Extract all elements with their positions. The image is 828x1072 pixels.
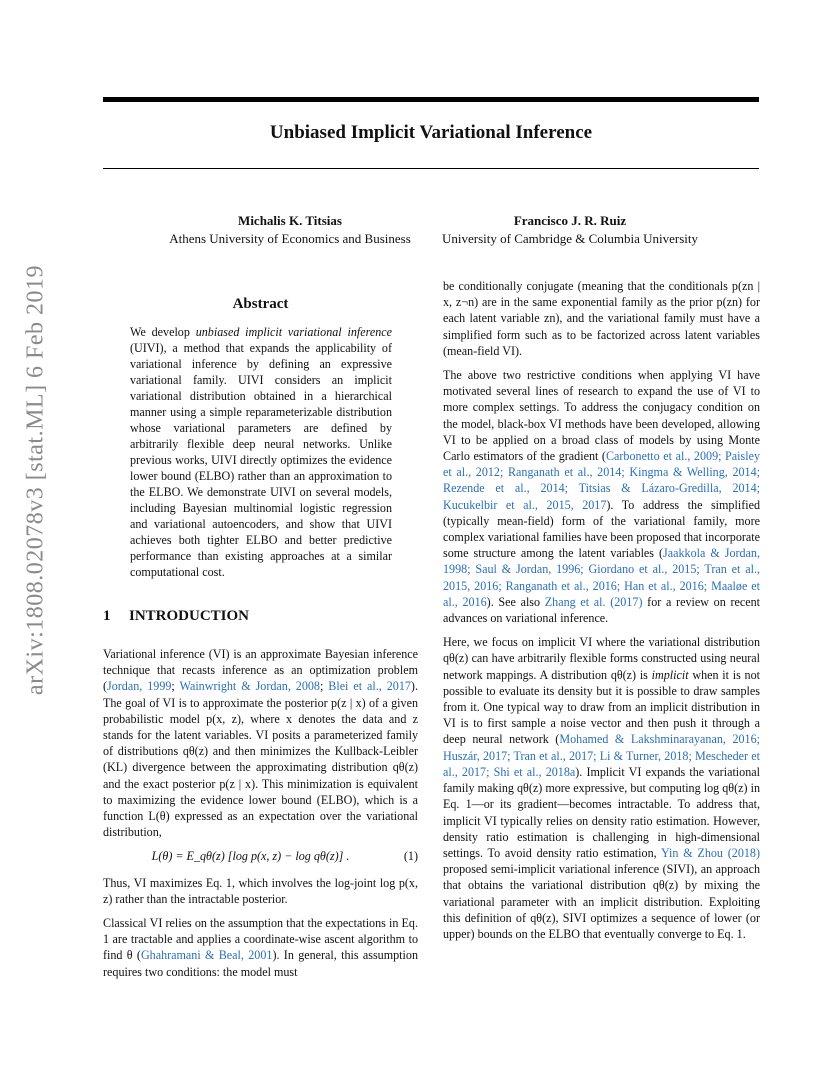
abstract-heading: Abstract — [232, 296, 289, 312]
right-paragraph-3: Here, we focus on implicit VI where the variational distribution qθ(z) can have arbitrarily flexible forms constructed using neural network mappings. A distribution qθ(z) is implicit when it is not possible to evaluate its density but it is possible to draw samples from it. One typical way to draw from an implicit distribution in VI is to first sample a noise vector and then push it through a deep neural network (Mohamed & Lakshminarayanan, 2016; Huszár, 2017; Tran et al., 2017; Li & Turner, 2018; Mescheder et al., 2017; Shi et al., 2018a). Implicit VI expands the variational family making qθ(z) more expressive, but computing log qθ(z) in Eq. 1—or its gradient—becomes intractable. To address that, implicit VI typically relies on density ratio estimation. However, density ratio estimation is challenging in high-dimensional settings. To avoid density ratio estimation, Yin & Zhou (2018) proposed semi-implicit variational inference (SIVI), an approach that obtains the variational distribution qθ(z) by mixing the variational parameter with an implicit distribution. Exploiting this definition of qθ(z), SIVI optimizes a sequence of lower (or upper) bounds on the ELBO that eventually converge to Eq. 1. — [443, 635, 760, 941]
title-rule-top — [103, 97, 759, 102]
author-block-2 — [440, 212, 700, 248]
author-affiliation: University of Cambridge & Columbia University — [442, 231, 698, 246]
right-paragraph-2: The above two restrictive conditions when applying VI have motivated several lines of research to expand the use of VI to more complex settings. To address the conjugacy condition on the model, black-box VI methods have been developed, allowing VI to be applied on a broad class of models by using Monte Carlo estimators of the gradient (Carbonetto et al., 2009; Paisley et al., 2012; Ranganath et al., 2014; Kingma & Welling, 2014; Rezende et al., 2014; Titsias & Lázaro-Gredilla, 2014; Kucukelbir et al., 2015, 2017). To address the simplified (typically mean-field) form of the variational family, more complex variational families have been proposed that incorporate some structure among the latent variables (Jaakkola & Jordan, 1998; Saul & Jordan, 1996; Giordano et al., 2015; Tran et al., 2015, 2016; Ranganath et al., 2016; Han et al., 2016; Maaløe et al., 2016). See also Zhang et al. (2017) for a review on recent advances on variational inference. — [443, 368, 761, 626]
author-block-1 — [152, 212, 428, 248]
intro-paragraph-2: Thus, VI maximizes Eq. 1, which involves the log-joint log p(x, z) rather than the intractable posterior. — [103, 875, 418, 906]
emphasis-implicit: implicit — [651, 667, 689, 682]
citation-link[interactable]: Jaakkola & Jordan, 1998; Saul & Jordan, 1996; Giordano et al., 2015; Tran et al., 2015, 2016; Ranganath et al., 2016; Han et al., 2016; Maaløe et al., 2016 — [443, 546, 760, 609]
title-rule-bottom — [103, 168, 759, 169]
abstract-emphasis: unbiased implicit variational inference — [195, 325, 392, 339]
author-name: Michalis K. Titsias — [238, 213, 342, 228]
right-paragraph-1: be conditionally conjugate (meaning that the conditionals p(zn | x, z¬n) are in the same exponential family as the prior p(zn) for each latent variable zn), and the variational family must have a simplified form such as to be factorized across latent variables (mean-field VI). — [443, 279, 760, 358]
section-heading — [103, 608, 249, 625]
citation-link[interactable]: Yin & Zhou (2018) — [660, 845, 760, 860]
intro-paragraph-1: Variational inference (VI) is an approximate Bayesian inference technique that recasts inference as an optimization problem (Jordan, 1999; Wainwright & Jordan, 2008; Blei et al., 2017). The goal of VI is to approximate the posterior p(z | x) of a given probabilistic model p(x, z), where x denotes the data and z stands for the latent variables. VI posits a parameterized family of distributions qθ(z) and then minimizes the Kullback-Leibler (KL) divergence between the approximating distribution qθ(z) and the exact posterior p(z | x). This minimization is equivalent to maximizing the evidence lower bound (ELBO), which is a function L(θ) expressed as an expectation over the variational distribution, — [103, 647, 418, 840]
citation-link[interactable]: Wainwright & Jordan, 2008 — [179, 679, 320, 694]
equation-1 — [103, 848, 418, 864]
equation-number: (1) — [403, 849, 418, 864]
section-number: 1 — [103, 608, 111, 624]
intro-paragraph-3: Classical VI relies on the assumption that the expectations in Eq. 1 are tractable and applies a coordinate-wise ascent algorithm to find θ (Ghahramani & Beal, 2001). In general, this assumption requires two conditions: the model must — [103, 916, 418, 979]
citation-link[interactable]: Zhang et al. (2017) — [544, 594, 643, 609]
author-name: Francisco J. R. Ruiz — [513, 213, 627, 228]
citation-link[interactable]: Jordan, 1999 — [107, 679, 172, 694]
left-column-body — [103, 646, 418, 988]
arxiv-side-stamp: arXiv:1808.02078v3 [stat.ML] 6 Feb 2019 — [22, 264, 49, 696]
citation-link[interactable]: Ghahramani & Beal, 2001 — [140, 948, 273, 963]
abstract-body: We develop unbiased implicit variational inference (UIVI), a method that expands the applicability of variational inference by defining an expressive variational family. UIVI considers an implicit variational distribution obtained in a hierarchical manner using a simple reparameterizable distribution whose variational parameters are defined by arbitrarily flexible deep neural networks. Unlike previous works, UIVI directly optimizes the evidence lower bound (ELBO) rather than an approximation to the ELBO. We demonstrate UIVI on several models, including Bayesian multinomial logistic regression and variational autoencoders, and show that UIVI achieves both tighter ELBO and better predictive performance than existing approaches at a similar computational cost. — [130, 325, 392, 579]
section-title: INTRODUCTION — [129, 608, 250, 624]
citation-link[interactable]: Mohamed & Lakshminarayanan, 2016; Huszár, 2017; Tran et al., 2017; Li & Turner, 2018; Mescheder et al., 2017; Shi et al., 2018a — [443, 732, 760, 779]
equation-formula: L(θ) = E_qθ(z) [log p(x, z) − log qθ(z)] . — [151, 849, 350, 864]
citation-link[interactable]: Carbonetto et al., 2009; Paisley et al., 2012; Ranganath et al., 2014; Kingma & Welling, 2014; Rezende et al., 2014; Titsias & Lázaro-Gredilla, 2014; Kucukelbir et al., 2015, 2017 — [443, 449, 760, 512]
paper-title: Unbiased Implicit Variational Inference — [269, 122, 593, 143]
right-column-body — [443, 278, 760, 950]
author-affiliation: Athens University of Economics and Business — [169, 231, 411, 246]
citation-link[interactable]: Blei et al., 2017 — [328, 679, 411, 694]
